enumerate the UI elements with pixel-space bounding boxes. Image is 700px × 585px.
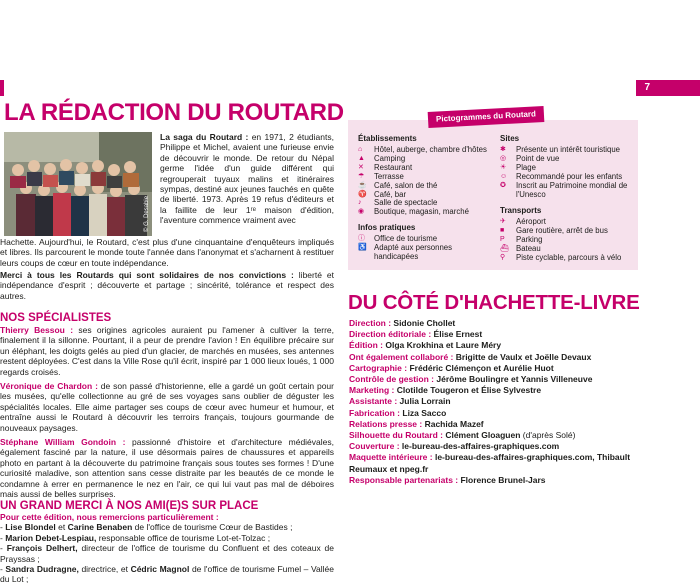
credit-row [349, 475, 639, 486]
saga-paragraph [160, 132, 334, 226]
friend-item: - François Delhert, directeur de l'office de tourisme du Confluent et des coteaux de Prayssas ; [0, 543, 334, 564]
credit-row [349, 430, 639, 441]
credit-row [349, 374, 639, 385]
credit-label: Relations presse : [349, 418, 425, 429]
pictogram-legend-badge: Pictogrammes du Routard [428, 106, 545, 128]
pictogram-row [494, 182, 636, 200]
pictogram-label: Hôtel, auberge, chambre d'hôtes [374, 145, 487, 154]
tourist-office-icon: ⓘ [358, 235, 365, 242]
hachette-title: DU CÔTÉ D'HACHETTE-LIVRE [348, 291, 640, 314]
airport-icon: ✈ [500, 218, 506, 225]
specialists-list [0, 325, 334, 504]
credit-value: Liza Sacco [402, 407, 447, 418]
pictogram-label: Camping [374, 153, 406, 163]
friend-joiner: directrice, et [78, 564, 131, 575]
credit-row [349, 318, 639, 329]
viewpoint-icon: ◎ [500, 154, 507, 162]
team-photo-illustration [4, 132, 152, 236]
credit-row [349, 363, 639, 374]
friends-list [0, 512, 334, 585]
friend-name: Lise Blondel [5, 522, 56, 533]
credit-label: Maquette intérieure : [349, 452, 435, 463]
shop-icon: ◉ [358, 208, 365, 216]
credit-value: Julia Lorrain [399, 396, 451, 407]
credit-row [349, 441, 639, 452]
pictogram-label: Gare routière, arrêt de bus [516, 225, 608, 235]
saga-lead: La saga du Routard : [160, 132, 249, 142]
credit-row [349, 385, 639, 396]
friend-text: de l'office de tourisme Cœur de Bastides ; [132, 522, 293, 533]
specialist-text: ses origines agricoles auraient pu l'amener à cultiver la terre, finalement il la sillonne. Pourtant, il a peur de prendre l'avion ! En équilibre précaire sur un éléphant, les doigts gelés au pied d'un glacier, de marchés en musées, ses antennes restent déployées. C'est dans la Ville Rose qu'il écrit, inspiré par 1 000 lieux loués, 1 000 regards croisés. [0, 325, 335, 377]
tea-room-icon: ☕ [358, 181, 367, 189]
credit-value: Olga Krokhina et Laure Méry [385, 340, 502, 351]
credit-value: Rachida Mazef [424, 418, 484, 429]
credit-value: Élise Ernest [433, 329, 483, 340]
friend-text: de l'office de tourisme Fumel – Vallée du Lot ; [0, 564, 334, 585]
credit-row [349, 419, 639, 430]
specialist-item [0, 437, 334, 499]
friend-text: responsable office de tourisme Lot-et-Tolzac ; [96, 532, 271, 543]
etablissements-list [352, 146, 498, 217]
friend-text: directeur de l'office de tourisme du Confluent et des coteaux de Prayssas ; [0, 543, 334, 564]
credit-row [349, 329, 639, 340]
friends-title: UN GRAND MERCI À NOS AMI(E)S SUR PLACE [0, 500, 259, 512]
concert-hall-icon: ♪ [358, 199, 362, 207]
sites-heading: Sites [500, 134, 520, 143]
bike-path-icon: ⚲ [500, 253, 506, 261]
credit-row [349, 352, 639, 363]
page-number: 7 [636, 80, 700, 96]
friend-name-2: Cédric Magnol [130, 564, 190, 575]
tourist-site-icon: ✱ [500, 146, 506, 153]
saga-paragraph-continued: Hachette. Aujourd'hui, le Routard, c'est plus d'une cinquantaine d'enquêteurs impliqués et libres. Ils parcourent le monde toute l'année dans l'anonymat et s'acharnent à restituer leurs coups de cœur en toute indépendance. [0, 237, 334, 268]
pictogram-label: Point de vue [516, 153, 560, 163]
pictogram-label: Présente un intérêt touristique [516, 145, 621, 154]
specialist-name: Stéphane William Gondoin : [0, 437, 126, 448]
specialist-text: passionné d'histoire et d'architecture médiévales, également fasciné par la nature, il use désormais paires de chaussures et appareils photo en partant à la découverte du patrimoine français sous toutes ses formes ! D'une curiosité maladive, son attention sans cesse distraite par les beautés de ce monde le condamne à errer en permanence le nez en l'air, ce qui lui vaut pas mal de déboires mais aussi de belles surprises. [0, 437, 334, 500]
specialist-text: de son passé d'historienne, elle a gardé un goût certain pour les musées, qu'elle collectionne au gré de ses voyages sans oublier de déguster les spécialités locales. Elle aime partager ses coups de cœur avec humeur et humour, et entraîne aussi le Routard à découvrir les terroirs français, toujours gourmande de nouveaux paysages. [0, 381, 334, 433]
thanks-paragraph [0, 270, 334, 301]
pictogram-label: Office de tourisme [374, 234, 438, 243]
credit-value: Sidonie Chollet [393, 318, 456, 328]
station-icon: ■ [500, 226, 505, 234]
friend-name: François Delhert, [6, 543, 78, 554]
credit-label: Assistante : [349, 396, 400, 407]
credit-label: Silhouette du Routard : [349, 430, 446, 441]
credit-label: Couverture : [349, 441, 402, 452]
credit-value: Brigitte de Vaulx et Joëlle Devaux [455, 351, 592, 362]
pictogram-row [352, 208, 498, 217]
pictogram-label: Aéroport [516, 217, 546, 226]
hotel-icon: ⌂ [358, 146, 363, 153]
pictogram-label: Adapté aux personnes handicapées [374, 242, 453, 261]
credit-row [349, 340, 639, 351]
credit-label: Contrôle de gestion : [349, 374, 437, 385]
credit-value: Florence Brunel-Jars [460, 474, 546, 485]
parking-icon: P [500, 235, 505, 243]
infos-list [352, 235, 498, 262]
credit-label: Édition : [349, 340, 386, 351]
accessibility-icon: ♿ [358, 243, 367, 251]
credit-label: Cartographie : [349, 362, 410, 373]
camping-icon: ▲ [358, 154, 365, 162]
pictogram-label: Restaurant [374, 162, 413, 172]
kids-icon: ☺ [500, 172, 508, 180]
photo-credit: © G. Desabie [144, 195, 150, 232]
pictogram-row [352, 244, 498, 262]
credit-value: Jérôme Boulingre et Yannis Villeneuve [436, 374, 593, 385]
pictogram-label: Café, bar [374, 189, 407, 199]
specialists-title: NOS SPÉCIALISTES [0, 312, 112, 324]
credit-label: Direction : [349, 318, 394, 328]
infos-heading: Infos pratiques [358, 223, 416, 232]
bar-icon: ♈ [358, 190, 367, 198]
transports-heading: Transports [500, 206, 542, 215]
credit-note: (d'après Solé) [520, 430, 576, 441]
credit-row [349, 452, 639, 474]
friends-intro: Pour cette édition, nous remercions particulièrement : [0, 512, 219, 522]
saga-text: en 1971, 2 étudiants, Philippe et Michel, avaient une furieuse envie de découvrir le monde. De retour du Népal germe l'idée d'un guide différent qui regrouperait tuyaux malins et itinéraires sympas, destiné aux jeunes fauchés en quête de liberté. 1973. Après 19 refus d'éditeurs et la faillite de leur 1ʳᵉ maison d'édition, l'aventure commence vraiment avec [160, 132, 334, 226]
sites-list [494, 146, 636, 199]
pictogram-row [494, 254, 636, 263]
specialist-name: Véronique de Chardon : [0, 381, 98, 392]
beach-icon: ☀ [500, 163, 507, 171]
credit-label: Ont également collaboré : [349, 351, 456, 362]
pictogram-label: Inscrit au Patrimoine mondial de l'Unesco [516, 180, 628, 199]
friend-name-2: Carine Benaben [67, 522, 133, 533]
credit-label: Fabrication : [349, 407, 403, 418]
pictogram-label: Café, salon de thé [374, 180, 438, 190]
thanks-lead: Merci à tous les Routards qui sont solidaires de nos convictions : [0, 270, 294, 280]
specialist-item [0, 325, 334, 377]
credit-row [349, 408, 639, 419]
etablissements-heading: Établissements [358, 134, 417, 143]
credit-value: Clotilde Tougeron et Élise Sylvestre [396, 385, 542, 396]
friend-item: - Marion Debet-Lespiau, responsable office de tourisme Lot-et-Tolzac ; [0, 532, 271, 543]
credit-label: Direction éditoriale : [349, 329, 434, 340]
pictogram-label: Terrasse [374, 171, 404, 181]
credit-value: le-bureau-des-affaires-graphiques.com [401, 441, 560, 452]
friend-name: Marion Debet-Lespiau, [5, 532, 97, 543]
pictogram-label: Recommandé pour les enfants [516, 171, 623, 181]
friend-item: - Sandra Dudragne, directrice, et Cédric Magnol de l'office de tourisme Fumel – Vallée du Lot ; [0, 564, 334, 585]
pictogram-label: Bateau [516, 243, 541, 253]
pictogram-label: Boutique, magasin, marché [374, 207, 469, 217]
specialist-name: Thierry Bessou : [0, 325, 74, 335]
boat-icon: ⛴ [500, 244, 509, 252]
left-edge-marker [0, 80, 4, 96]
credit-value: le-bureau-des-affaires-graphiques.com, Thibault Reumaux et npeg.fr [349, 452, 631, 474]
credit-row [349, 396, 639, 407]
credit-label: Marketing : [349, 385, 397, 396]
pictogram-label: Piste cyclable, parcours à vélo [516, 252, 622, 262]
thanks-text: liberté et indépendance d'esprit ; découverte et partage ; sincérité, tolérance et respect des autres. [0, 270, 334, 301]
friend-joiner: et [55, 522, 68, 533]
pictogram-label: Salle de spectacle [374, 198, 438, 208]
restaurant-icon: ✕ [358, 163, 364, 171]
transports-list [494, 218, 636, 263]
specialist-item [0, 381, 334, 433]
page-title: LA RÉDACTION DU ROUTARD [4, 99, 344, 126]
friend-name: Sandra Dudragne, [5, 564, 79, 575]
terrace-icon: ☂ [358, 172, 365, 180]
credit-label: Responsable partenariats : [349, 474, 461, 485]
team-photo [4, 132, 152, 236]
pictogram-label: Plage [516, 162, 536, 172]
friend-item: - Lise Blondel et Carine Benaben de l'office de tourisme Cœur de Bastides ; [0, 522, 293, 533]
credit-value: Clément Gloaguen [445, 430, 521, 441]
pictogram-label: Parking [516, 234, 543, 244]
unesco-icon: ✪ [500, 181, 506, 189]
credits-list [349, 318, 639, 486]
credit-value: Frédéric Clémençon et Aurélie Huot [409, 362, 554, 373]
